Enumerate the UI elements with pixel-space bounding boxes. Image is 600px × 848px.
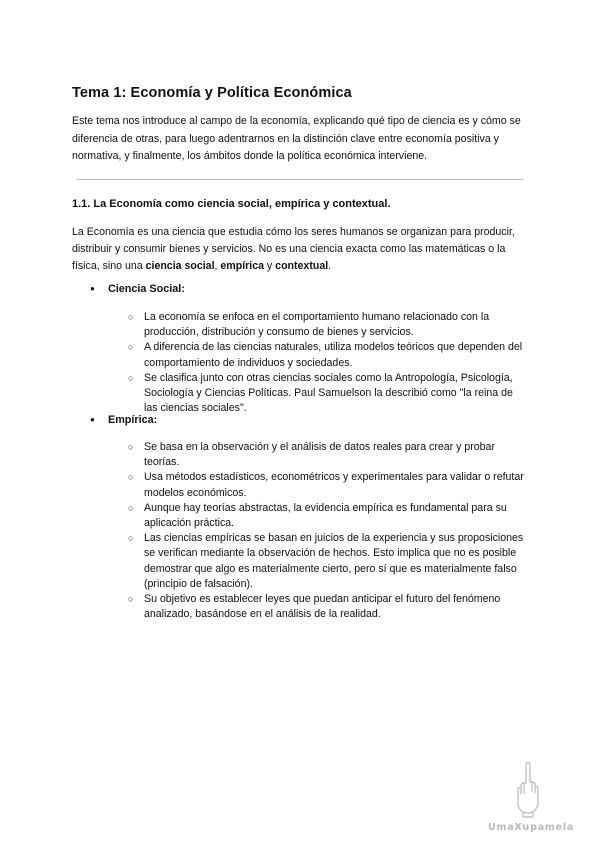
sublist-empirica: [128, 440, 528, 622]
bullet-dot-icon: ●: [90, 284, 95, 293]
list-item: [128, 592, 528, 622]
list-item: [128, 501, 528, 531]
term-empirical: empírica: [220, 260, 264, 272]
separator-2: y: [263, 260, 276, 272]
list-item-text: Su objetivo es establecer leyes que puedan anticipar el futuro del fenómeno analizado, basándose en el análisis de la realidad.: [144, 593, 501, 621]
term-social: ciencia social: [145, 260, 215, 272]
list-item-text: Aunque hay teorías abstractas, la evidencia empírica es fundamental para su aplicación práctica.: [144, 501, 507, 530]
circle-bullet-icon: ○: [128, 502, 134, 513]
intro-paragraph: Este tema nos introduce al campo de la economía, explicando qué tipo de ciencia es y cómo se diferencia de otras, para luego adentrarnos en la distinción clave entre economía positiva y normativa, y finalmente, los ámbitos donde la política económica interviene.: [72, 115, 521, 162]
separator-1: ,: [214, 260, 221, 272]
section-paragraph-prefix: La Economía es una ciencia que estudia cómo los seres humanos se organizan para producir, distribuir y consumir bienes y servicios. No es una ciencia exacta como las matemáticas o la física, sino una: [72, 226, 515, 272]
list-item-text: Se clasifica junto con otras ciencias sociales como la Antropología, Psicología, Sociología y Ciencias Políticas. Paul Samuelson la describió como "la reina de las ciencias sociales".: [144, 371, 513, 415]
list-item-text: Se basa en la observación y el análisis de datos reales para crear y probar teorías.: [144, 441, 495, 469]
section-heading: 1.1. La Economía como ciencia social, empírica y contextual.: [72, 198, 391, 210]
bullet-label: Ciencia Social:: [108, 283, 185, 295]
term-contextual: contextual: [275, 260, 329, 272]
circle-bullet-icon: ○: [128, 372, 134, 383]
bullet-dot-icon: ●: [90, 415, 95, 424]
bullet-ciencia-social: [90, 283, 185, 295]
circle-bullet-icon: ○: [128, 342, 134, 353]
list-item: [128, 340, 528, 370]
horizontal-divider: [76, 179, 524, 180]
list-item: [128, 531, 528, 592]
bullet-label: Empírica:: [108, 414, 158, 426]
list-item: [128, 470, 528, 500]
circle-bullet-icon: ○: [128, 594, 134, 605]
circle-bullet-icon: ○: [128, 442, 134, 452]
section-paragraph-suffix: .: [328, 260, 332, 272]
list-item: [128, 310, 528, 340]
list-item-text: A diferencia de las ciencias naturales, utiliza modelos teóricos que dependen del comportamiento de individuos y sociedades.: [144, 341, 523, 369]
list-item: [128, 371, 528, 417]
circle-bullet-icon: ○: [128, 472, 134, 483]
watermark: [488, 760, 575, 840]
sublist-ciencia-social: [128, 310, 528, 416]
circle-bullet-icon: ○: [128, 533, 134, 544]
section-paragraph: [72, 224, 532, 275]
list-item-text: Las ciencias empíricas se basan en juicios de la experiencia y sus proposiciones se verifican mediante la observación de hechos. Esto implica que no es posible demostrar que algo es materialmente cierto, pero sí que es materialmente falso (principio de falsación).: [144, 532, 524, 590]
list-item-text: La economía se enfoca en el comportamiento humano relacionado con la producción, distribución y consumo de bienes y servicios.: [144, 311, 490, 339]
page-title: Tema 1: Economía y Política Económica: [72, 85, 352, 101]
hand-gesture-icon: [513, 760, 543, 818]
list-item-text: Usa métodos estadísticos, econométricos y experimentales para validar o refutar modelos económicos.: [144, 471, 524, 499]
list-item: [128, 440, 528, 470]
circle-bullet-icon: ○: [128, 312, 134, 322]
watermark-text: UmaXupamela: [488, 822, 575, 833]
bullet-empirica: [90, 414, 157, 426]
